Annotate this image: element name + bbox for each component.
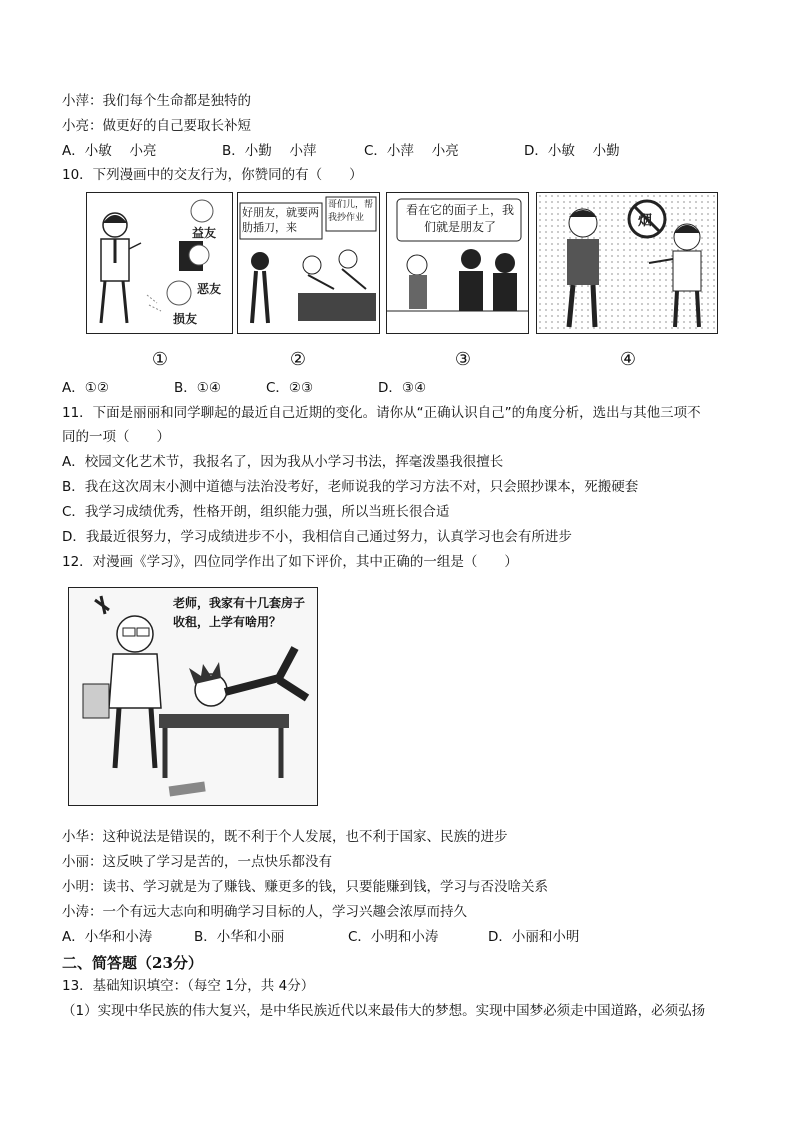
option-c[interactable]: C．小明和小涛	[348, 929, 439, 945]
panel-number-2: ②	[289, 349, 307, 370]
friendship-cartoon-1	[87, 193, 232, 333]
panel-number-1: ①	[151, 349, 169, 370]
option-b[interactable]: B．小华和小丽	[194, 929, 285, 945]
q11-option-b[interactable]: B．我在这次周末小测中道德与法治没考好，老师说我的学习方法不对，只会照抄课本，死搬硬套	[62, 479, 639, 495]
option-b[interactable]: B．小勤 小萍	[222, 143, 317, 159]
option-d[interactable]: D．小敏 小勤	[524, 143, 620, 159]
friendship-cartoon-2	[238, 193, 379, 333]
option-c[interactable]: C．②③	[266, 380, 314, 396]
no-smoking-sign: 烟	[638, 213, 652, 229]
statement-xiaoliang: 小亮：做更好的自己要取长补短	[62, 118, 251, 134]
bubble-right: 哥们儿，帮我抄作业	[328, 200, 374, 223]
friendship-cartoon-4	[537, 193, 717, 333]
comic-panel-1	[86, 192, 233, 334]
q13-part1: （1）实现中华民族的伟大复兴，是中华民族近代以来最伟大的梦想。实现中国梦必须走中国道路，必须弘扬	[62, 1003, 706, 1019]
option-a[interactable]: A．小华和小涛	[62, 929, 153, 945]
q11-option-d[interactable]: D．我最近很努力，学习成绩进步不小，我相信自己通过努力，认真学习也会有所进步	[62, 529, 572, 545]
option-d[interactable]: D．③④	[378, 380, 427, 396]
option-c[interactable]: C．小萍 小亮	[364, 143, 459, 159]
friendship-cartoon-3	[387, 193, 528, 333]
study-cartoon-drawing	[69, 588, 317, 805]
comment-xiaohua: 小华：这种说法是错误的，既不利于个人发展，也不利于国家、民族的进步	[62, 829, 508, 845]
bubble-money: 看在它的面子上，我们就是朋友了	[405, 203, 514, 234]
study-cartoon	[68, 587, 318, 806]
panel-number-4: ④	[619, 349, 637, 370]
panel-number-3: ③	[454, 349, 472, 370]
q12-stem: 12．对漫画《学习》，四位同学作出了如下评价，其中正确的一组是（ ）	[62, 554, 518, 570]
q10-stem: 10．下列漫画中的交友行为，你赞同的有（ ）	[62, 167, 363, 183]
comment-xiaoming: 小明：读书、学习就是为了赚钱、赚更多的钱，只要能赚到钱，学习与否没啥关系	[62, 879, 548, 895]
option-a[interactable]: A．①②	[62, 380, 109, 396]
comment-xiaotao: 小涛：一个有远大志向和明确学习目标的人，学习兴趣会浓厚而持久	[62, 904, 467, 920]
statement-xiaoping: 小萍：我们每个生命都是独特的	[62, 93, 251, 109]
q11-stem: 11．下面是丽丽和同学聊起的最近自己近期的变化。请你从“正确认识自己”的角度分析，选出与其他三项不	[62, 405, 701, 421]
option-a[interactable]: A．小敏 小亮	[62, 143, 157, 159]
bubble-left: 好朋友，就要两肋插刀，来	[242, 206, 319, 234]
option-b[interactable]: B．①④	[174, 380, 221, 396]
comment-xiaoli: 小丽：这反映了学习是苦的，一点快乐都没有	[62, 854, 332, 870]
comic-panel-2	[237, 192, 380, 334]
comic-panel-4	[536, 192, 718, 334]
label-eyou: 恶友	[197, 282, 222, 296]
comic-panel-3	[386, 192, 529, 334]
q11-stem-cont: 同的一项（ ）	[62, 429, 170, 445]
q13-stem: 13．基础知识填空：（每空 1分，共 4分）	[62, 978, 315, 994]
section-title: 二、简答题（23分）	[62, 954, 203, 972]
q11-option-a[interactable]: A．校园文化艺术节，我报名了，因为我从小学习书法，挥毫泼墨我很擅长	[62, 454, 504, 470]
cartoon-speech: 老师，我家有十几套房子收租，上学有啥用？	[173, 596, 306, 629]
label-sunyou: 损友	[173, 312, 198, 326]
option-d[interactable]: D．小丽和小明	[488, 929, 580, 945]
q11-option-c[interactable]: C．我学习成绩优秀，性格开朗，组织能力强，所以当班长很合适	[62, 504, 450, 520]
label-yiyou: 益友	[192, 226, 217, 240]
